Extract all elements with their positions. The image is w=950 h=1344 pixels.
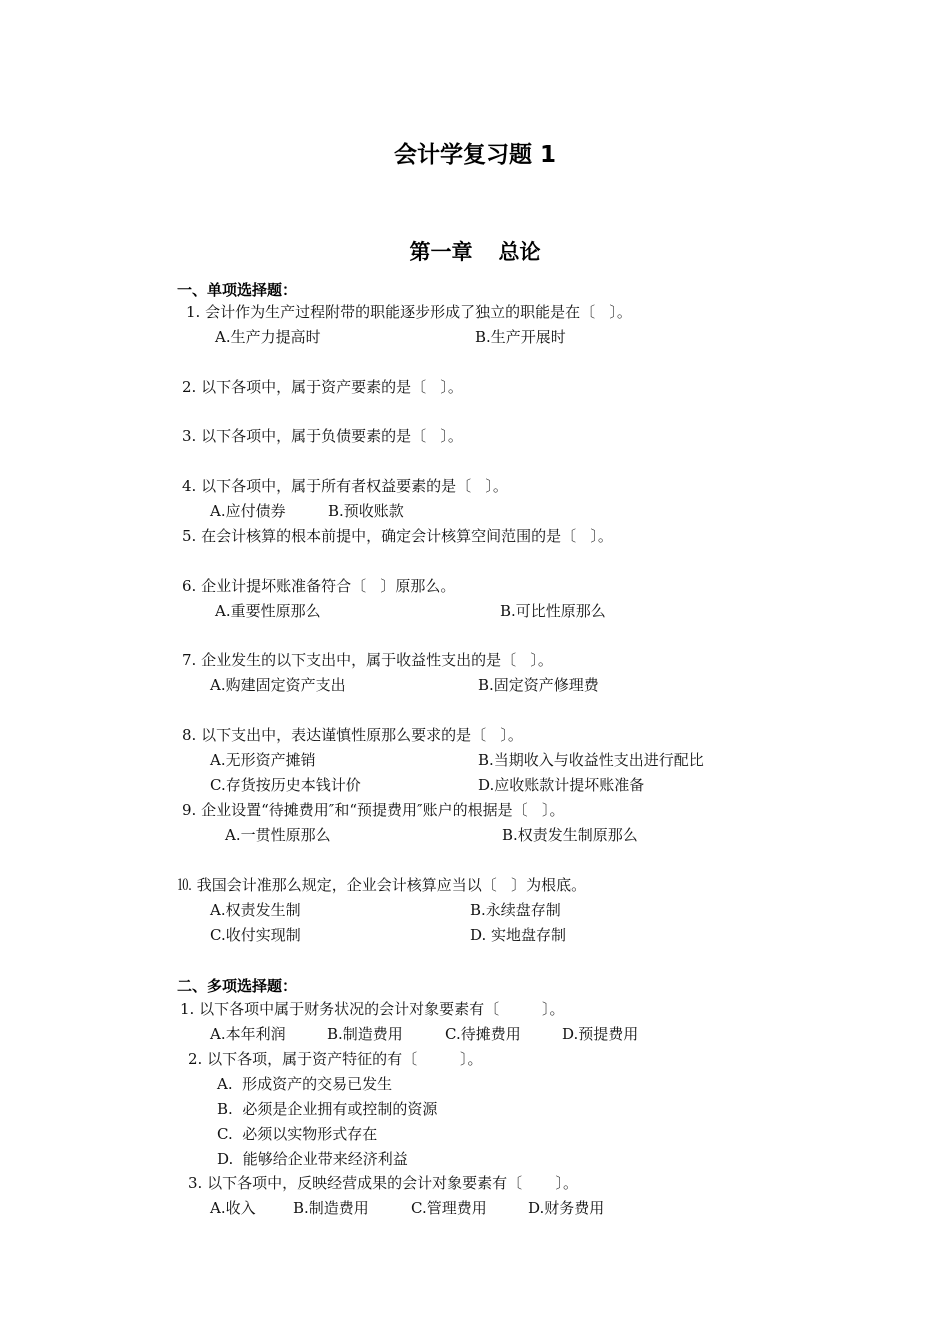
option-b: B.权责发生制原那么: [502, 826, 638, 844]
option-a: A.生产力提高时: [215, 328, 321, 346]
option-b: B.永续盘存制: [470, 901, 561, 919]
question-item: [182, 476, 508, 496]
section-heading-multi: 二、多项选择题：: [177, 977, 298, 995]
question-item: [180, 999, 565, 1019]
option-d: D.应收账款计提坏账准备: [478, 776, 645, 794]
option-a: A. 形成资产的交易已发生: [217, 1075, 393, 1093]
option-a: A.本年利润: [210, 1025, 286, 1043]
option-b: B.预收账款: [328, 502, 404, 520]
option-b: B.固定资产修理费: [478, 676, 599, 694]
question-text: 企业计提坏账准备符合〔 〕原那么。: [201, 577, 456, 595]
option-c: C. 必须以实物形式存在: [217, 1125, 378, 1143]
question-item: [182, 377, 463, 397]
question-item: [182, 800, 564, 820]
question-number: 2.: [182, 378, 197, 396]
option-a: A.应付债券: [210, 502, 286, 520]
question-item: [182, 426, 463, 446]
question-number: 5.: [182, 527, 197, 545]
option-b: B.制造费用: [327, 1025, 403, 1043]
option-b: B.制造费用: [293, 1199, 369, 1217]
question-number: 1.: [180, 1000, 195, 1018]
chapter-name: 总论: [498, 240, 541, 264]
question-text: 以下各项中，属于资产要素的是〔 〕。: [201, 378, 463, 396]
option-d: D. 实地盘存制: [470, 926, 567, 944]
option-a: A.权责发生制: [210, 901, 301, 919]
question-item: [182, 576, 455, 596]
option-b: B. 必须是企业拥有或控制的资源: [217, 1100, 438, 1118]
question-text: 以下各项中属于财务状况的会计对象要素有〔 〕。: [199, 1000, 565, 1018]
question-number: 4.: [182, 477, 197, 495]
question-item: [182, 725, 523, 745]
option-a: A.收入: [210, 1199, 256, 1217]
section-heading-single: 一、单项选择题：: [177, 281, 298, 299]
question-text: 以下支出中，表达谨慎性原那么要求的是〔 〕。: [201, 726, 523, 744]
question-number: 6.: [182, 577, 197, 595]
question-text: 以下各项中，属于负债要素的是〔 〕。: [201, 427, 463, 445]
question-item: [177, 875, 586, 895]
option-c: C.待摊费用: [445, 1025, 521, 1043]
option-a: A.购建固定资产支出: [210, 676, 346, 694]
question-text: 我国会计准那么规定，企业会计核算应当以〔 〕为根底。: [196, 876, 587, 894]
option-a: A.一贯性原那么: [225, 826, 331, 844]
question-item: [188, 1049, 483, 1069]
question-item: [182, 650, 553, 670]
option-a: A.重要性原那么: [215, 602, 321, 620]
question-text: 企业设置“待摊费用″和“预提费用″账户的根据是〔 〕。: [201, 801, 565, 819]
question-number: 2.: [188, 1050, 203, 1068]
option-c: C.收付实现制: [210, 926, 301, 944]
option-b: B.生产开展时: [475, 328, 566, 346]
question-item: [186, 302, 632, 322]
option-d: D.预提费用: [562, 1025, 639, 1043]
question-item: [188, 1173, 578, 1193]
question-text: 在会计核算的根本前提中，确定会计核算空间范围的是〔 〕。: [201, 527, 613, 545]
question-text: 以下各项，属于资产特征的有〔 〕。: [207, 1050, 483, 1068]
option-c: C.存货按历史本钱计价: [210, 776, 361, 794]
option-d: D. 能够给企业带来经济利益: [217, 1150, 408, 1168]
question-number: 1.: [186, 303, 201, 321]
question-number: 3.: [182, 427, 197, 445]
option-d: D.财务费用: [528, 1199, 605, 1217]
question-number: 9.: [182, 801, 197, 819]
question-text: 以下各项中，反映经营成果的会计对象要素有〔 〕。: [207, 1174, 578, 1192]
question-number: ⒑: [177, 876, 193, 894]
option-b: B.当期收入与收益性支出进行配比: [478, 751, 704, 769]
chapter-title: [0, 236, 950, 266]
question-number: 8.: [182, 726, 197, 744]
question-text: 企业发生的以下支出中，属于收益性支出的是〔 〕。: [201, 651, 553, 669]
question-item: [182, 526, 613, 546]
question-text: 以下各项中，属于所有者权益要素的是〔 〕。: [201, 477, 508, 495]
option-b: B.可比性原那么: [500, 602, 606, 620]
option-c: C.管理费用: [411, 1199, 487, 1217]
option-a: A.无形资产摊销: [210, 751, 316, 769]
question-number: 7.: [182, 651, 197, 669]
question-text: 会计作为生产过程附带的职能逐步形成了独立的职能是在〔 〕。: [205, 303, 632, 321]
question-number: 3.: [188, 1174, 203, 1192]
document-title: 会计学复习题 1: [393, 142, 556, 168]
chapter-number: 第一章: [409, 240, 473, 264]
